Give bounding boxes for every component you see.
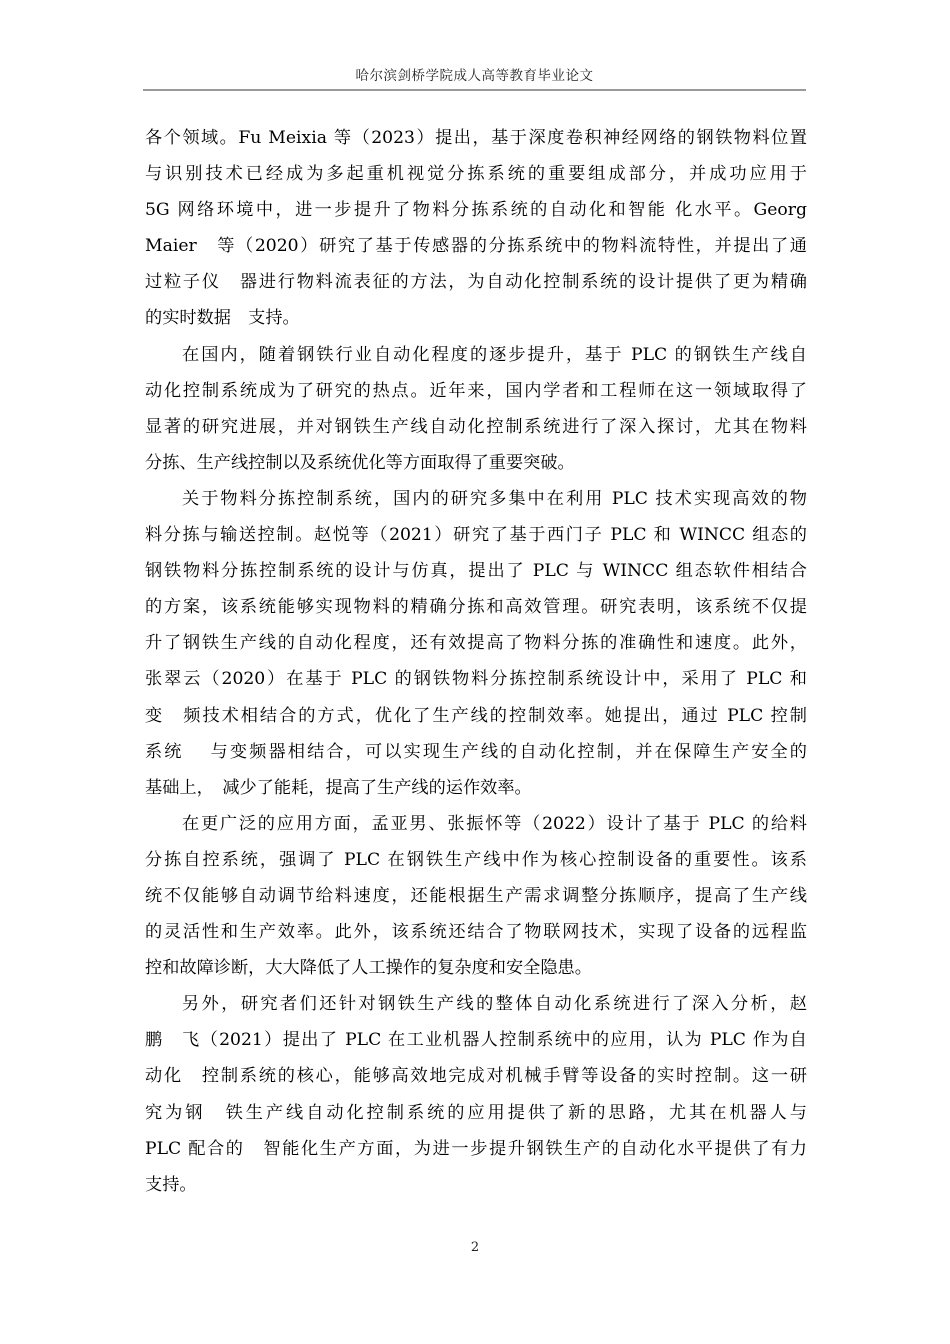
text-line: 控和故障诊断，大大降低了人工操作的复杂度和安全隐患。 [145, 958, 592, 979]
paragraph [145, 337, 807, 481]
text-line: 的方案，该系统能够实现物料的精确分拣和高效管理。研究表明，该系统不仅提 [145, 597, 807, 618]
text-line: Maier 等（2020）研究了基于传感器的分拣系统中的物料流特性，并提出了通 [145, 236, 807, 257]
text-line: 料分拣与输送控制。赵悦等（2021）研究了基于西门子 PLC 和 WINCC 组态的 [145, 525, 807, 546]
paragraph [145, 806, 807, 986]
header-divider [143, 89, 806, 91]
text-line: 动化 控制系统的核心，能够高效地完成对机械手臂等设备的实时控制。这一研 [145, 1066, 807, 1087]
text-line: 统不仅能够自动调节给料速度，还能根据生产需求调整分拣顺序，提高了生产线 [145, 885, 807, 906]
text-line: 另外，研究者们还针对钢铁生产线的整体自动化系统进行了深入分析，赵 [182, 994, 807, 1015]
paragraph [145, 481, 807, 806]
text-line: 关于物料分拣控制系统，国内的研究多集中在利用 PLC 技术实现高效的物 [182, 488, 807, 509]
text-line: PLC 配合的 智能化生产方面，为进一步提升钢铁生产的自动化水平提供了有力 [145, 1138, 807, 1159]
text-line: 分拣自控系统，强调了 PLC 在钢铁生产线中作为核心控制设备的重要性。该系 [145, 849, 807, 870]
page-number: 2 [470, 1240, 480, 1255]
text-line: 究为钢 铁生产线自动化控制系统的应用提供了新的思路，尤其在机器人与 [145, 1102, 807, 1123]
document-body [145, 120, 807, 1203]
text-line: 支持。 [145, 1174, 197, 1195]
text-line: 基础上， 减少了能耗，提高了生产线的运作效率。 [145, 777, 532, 798]
text-line: 升了钢铁生产线的自动化程度，还有效提高了物料分拣的准确性和速度。此外， [145, 633, 807, 654]
text-line: 的灵活性和生产效率。此外，该系统还结合了物联网技术，实现了设备的远程监 [145, 922, 807, 943]
text-line: 张翠云（2020）在基于 PLC 的钢铁物料分拣控制系统设计中，采用了 PLC 和 [145, 669, 807, 690]
text-line: 显著的研究进展，并对钢铁生产线自动化控制系统进行了深入探讨，尤其在物料 [145, 416, 807, 437]
text-line: 系统 与变频器相结合，可以实现生产线的自动化控制，并在保障生产安全的 [145, 741, 807, 762]
text-line: 动化控制系统成为了研究的热点。近年来，国内学者和工程师在这一领域取得了 [145, 380, 807, 401]
text-line: 过粒子仪 器进行物料流表征的方法，为自动化控制系统的设计提供了更为精确 [145, 272, 807, 293]
running-header: 哈尔滨剑桥学院成人高等教育毕业论文 [355, 68, 594, 84]
paragraph [145, 120, 807, 337]
paragraph [145, 986, 807, 1203]
text-line: 在国内，随着钢铁行业自动化程度的逐步提升，基于 PLC 的钢铁生产线自 [182, 344, 807, 365]
text-line: 分拣、生产线控制以及系统优化等方面取得了重要突破。 [145, 452, 575, 473]
text-line: 各个领域。Fu Meixia 等（2023）提出，基于深度卷积神经网络的钢铁物料位置 [145, 128, 807, 148]
text-line: 变 频技术相结合的方式，优化了生产线的控制效率。她提出，通过 PLC 控制 [145, 705, 807, 726]
text-line: 的实时数据 支持。 [145, 308, 300, 329]
text-line: 钢铁物料分拣控制系统的设计与仿真，提出了 PLC 与 WINCC 组态软件相结合 [145, 561, 807, 582]
text-line: 鹏 飞（2021）提出了 PLC 在工业机器人控制系统中的应用，认为 PLC 作为自 [145, 1030, 807, 1051]
text-line: 与识别技术已经成为多起重机视觉分拣系统的重要组成部分，并成功应用于 [145, 164, 807, 185]
text-line: 5G 网络环境中，进一步提升了物料分拣系统的自动化和智能 化水平。Georg [145, 200, 807, 221]
text-line: 在更广泛的应用方面，孟亚男、张振怀等（2022）设计了基于 PLC 的给料 [182, 813, 807, 834]
